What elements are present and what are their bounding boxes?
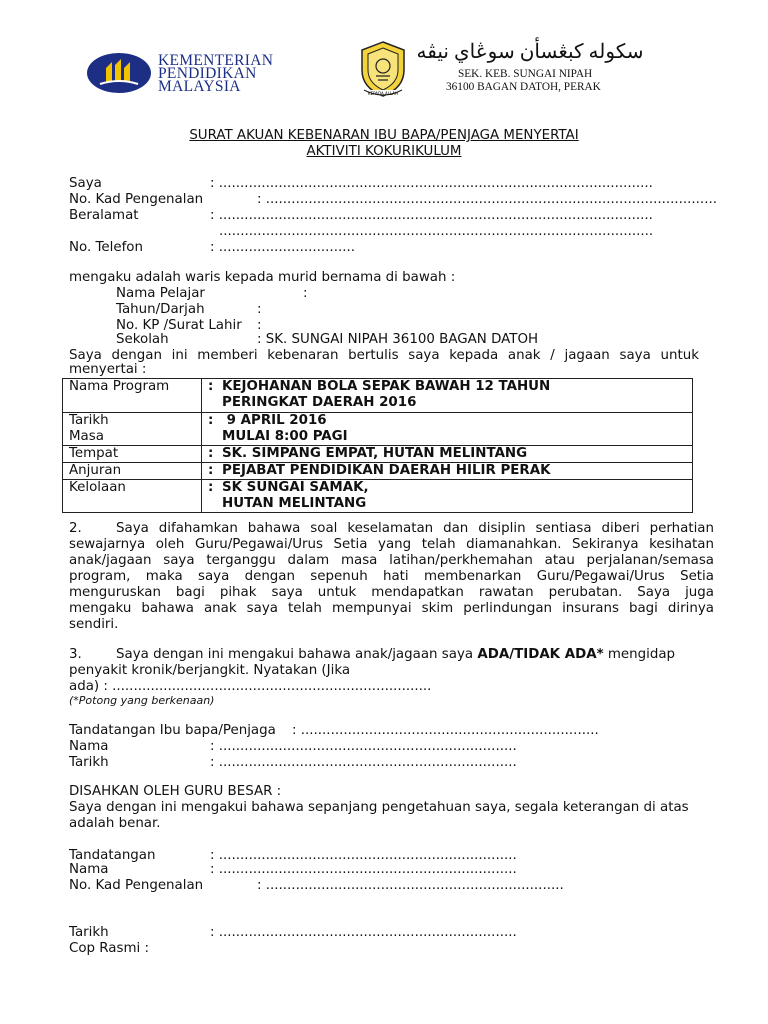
headmaster-date-label: Tarikh — [69, 925, 109, 940]
headmaster-signature-field[interactable]: : ...................................................................... — [210, 848, 517, 863]
ic-field[interactable]: : .......................................................................................................... — [257, 192, 717, 207]
clause-2-line-3: anak/jagaan saya terganggu dalam masa latihan/perkhemahan atau perjalanan/semasa — [69, 553, 714, 568]
headmaster-ic-label: No. Kad Pengenalan — [69, 878, 204, 893]
program-organizer-label: Anjuran — [63, 463, 202, 480]
ministry-line-1: KEMENTERIAN — [158, 52, 274, 69]
student-class-field[interactable]: : — [257, 302, 262, 317]
ministry-line-3: MALAYSIA — [158, 78, 241, 95]
student-kp-field[interactable]: : — [257, 318, 262, 333]
phone-field[interactable]: : ................................ — [210, 240, 355, 255]
ministry-logo-icon — [86, 52, 152, 94]
headmaster-heading: DISAHKAN OLEH GURU BESAR : — [69, 784, 282, 799]
headmaster-name-label: Nama — [69, 862, 109, 877]
parent-signature-label: Tandatangan Ibu bapa/Penjaga — [69, 723, 276, 738]
headmaster-ic-field[interactable]: : ...................................................................... — [257, 878, 564, 893]
form-title-line-1: SURAT AKUAN KEBENARAN IBU BAPA/PENJAGA MENYERTAI — [189, 128, 579, 143]
clause-3-note: (*Potong yang berkenaan) — [69, 694, 215, 707]
school-name-jawi: سکوله کبڠسأن سوڠاي نيڤه — [416, 41, 644, 63]
clause-2-line-4: program, maka saya dengan sepenuh hati membenarkan Guru/Pegawai/Urus Setia — [69, 569, 714, 584]
address-label: Beralamat — [69, 208, 139, 223]
clause-2-line-1: Saya difahamkan bahawa soal keselamatan dan disiplin sentiasa diberi perhatian — [116, 521, 714, 536]
student-school-value: : SK. SUNGAI NIPAH 36100 BAGAN DATOH — [257, 332, 539, 347]
program-name-value: : KEJOHANAN BOLA SEPAK BAWAH 12 TAHUN PERINGKAT DAERAH 2016 — [202, 379, 693, 413]
school-crest-icon — [358, 40, 408, 98]
parent-date-field[interactable]: : ...................................................................... — [210, 755, 517, 770]
parent-date-label: Tarikh — [69, 755, 109, 770]
permission-line-1: Saya dengan ini memberi kebenaran bertulis saya kepada anak / jagaan saya untuk — [69, 348, 699, 363]
ministry-line-2: PENDIDIKAN — [158, 65, 257, 82]
address-field-2[interactable]: ...................................................................................................... — [219, 224, 654, 239]
program-date-value: : 9 APRIL 2016 MULAI 8:00 PAGI — [202, 413, 693, 446]
program-date-label: Tarikh Masa — [63, 413, 202, 446]
table-row — [63, 480, 693, 513]
clause-3-line-1: Saya dengan ini mengakui bahawa anak/jagaan saya ADA/TIDAK ADA* mengidap — [116, 647, 676, 662]
table-row — [63, 379, 693, 413]
saya-label: Saya — [69, 176, 102, 191]
clause-2-line-6: mengaku bahawa anak saya telah mempunyai skim perlindungan insurans bagi dirinya — [69, 601, 714, 616]
clause-3-number: 3. — [69, 647, 82, 662]
school-name: SEK. KEB. SUNGAI NIPAH — [458, 68, 593, 80]
phone-label: No. Telefon — [69, 240, 143, 255]
parent-name-field[interactable]: : ...................................................................... — [210, 739, 517, 754]
program-organizer-value: : PEJABAT PENDIDIKAN DAERAH HILIR PERAK — [202, 463, 693, 480]
table-row — [63, 413, 693, 446]
parent-name-label: Nama — [69, 739, 109, 754]
student-kp-label: No. KP /Surat Lahir — [116, 318, 242, 333]
clause-2-line-7: sendiri. — [69, 617, 119, 632]
headmaster-line-1: Saya dengan ini mengakui bahawa sepanjang pengetahuan saya, segala keterangan di atas — [69, 800, 689, 815]
headmaster-date-field[interactable]: : ...................................................................... — [210, 925, 517, 940]
program-managed-value: : SK SUNGAI SAMAK, HUTAN MELINTANG — [202, 480, 693, 513]
program-managed-label: Kelolaan — [63, 480, 202, 513]
table-row — [63, 446, 693, 463]
program-venue-value: : SK. SIMPANG EMPAT, HUTAN MELINTANG — [202, 446, 693, 463]
program-details-table — [62, 378, 693, 513]
headmaster-line-2: adalah benar. — [69, 816, 161, 831]
form-title-line-2: AKTIVITI KOKURIKULUM — [306, 144, 462, 159]
parent-signature-field[interactable]: : ...................................................................... — [292, 723, 599, 738]
student-name-label: Nama Pelajar — [116, 286, 205, 301]
program-venue-label: Tempat — [63, 446, 202, 463]
student-class-label: Tahun/Darjah — [116, 302, 205, 317]
student-intro: mengaku adalah waris kepada murid bernama di bawah : — [69, 270, 456, 285]
student-name-field[interactable]: : — [303, 286, 308, 301]
table-row — [63, 463, 693, 480]
program-name-label: Nama Program — [63, 379, 202, 413]
headmaster-name-field[interactable]: : ...................................................................... — [210, 862, 517, 877]
ic-label: No. Kad Pengenalan — [69, 192, 204, 207]
headmaster-signature-label: Tandatangan — [69, 848, 156, 863]
clause-3-line-2: penyakit kronik/berjangkit. Nyatakan (Jika — [69, 663, 351, 678]
ministry-name — [158, 54, 273, 93]
clause-3-disease-field[interactable]: ada) : ........................................................................... — [69, 679, 432, 694]
official-stamp-label: Cop Rasmi : — [69, 941, 150, 956]
address-field-1[interactable]: : ...................................................................................................... — [210, 208, 653, 223]
saya-field[interactable]: : ...................................................................................................... — [210, 176, 653, 191]
student-school-label: Sekolah — [116, 332, 169, 347]
clause-2-line-2: sewajarnya oleh Guru/Pegawai/Urus Setia yang telah diamanahkan. Sekiranya kesihatan — [69, 537, 714, 552]
permission-line-2: menyertai : — [69, 362, 147, 377]
clause-2-line-5: menguruskan bagi pihak saya untuk mendapatkan rawatan perubatan. Saya juga — [69, 585, 714, 600]
clause-3-options: ADA/TIDAK ADA* — [477, 647, 604, 662]
clause-2-number: 2. — [69, 521, 82, 536]
school-address: 36100 BAGAN DATOH, PERAK — [446, 81, 601, 93]
crest-motto: KEPADA ALLAH — [367, 91, 399, 96]
